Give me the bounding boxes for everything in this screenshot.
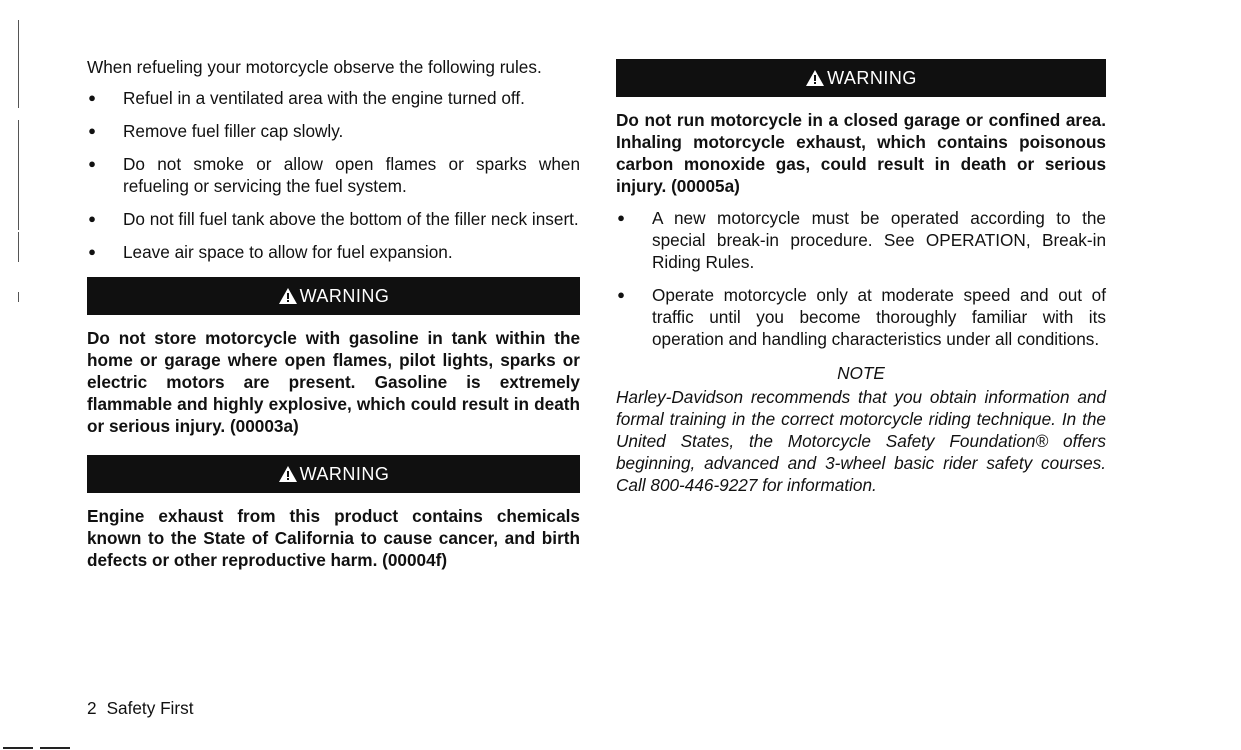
list-item: ● A new motorcycle must be operated according to the special break-in procedure. See OPERATION, Break-in Riding Rules. bbox=[617, 208, 1106, 272]
carbon-monoxide-warning: Do not run motorcycle in a closed garage or confined area. Inhaling motorcycle exhaust, which contains poisonous carbon monoxide gas, could result in death or serious injury. (00005a) bbox=[616, 110, 1106, 196]
list-item: ● Leave air space to allow for fuel expansion. bbox=[88, 242, 453, 262]
list-item: ● Refuel in a ventilated area with the engine turned off. bbox=[88, 88, 525, 108]
bullet-icon: ● bbox=[88, 156, 96, 171]
list-item: ● Do not smoke or allow open flames or sparks when refueling or servicing the fuel system. bbox=[88, 154, 580, 196]
bullet-icon: ● bbox=[88, 123, 96, 138]
right-column bbox=[616, 59, 1106, 496]
page-number: 2 bbox=[87, 698, 97, 718]
page-footer bbox=[87, 698, 193, 719]
list-item: ● Operate motorcycle only at moderate speed and out of traffic until you become thoroughly familiar with its operation and handling characteristics under all conditions. bbox=[617, 285, 1106, 349]
bullet-icon: ● bbox=[617, 210, 625, 225]
warning-triangle-icon bbox=[278, 287, 298, 305]
bullet-icon: ● bbox=[617, 287, 625, 302]
bullet-icon: ● bbox=[88, 211, 96, 226]
note-heading: NOTE bbox=[837, 363, 885, 383]
warning-label: WARNING bbox=[299, 464, 390, 484]
list-item: ● Remove fuel filler cap slowly. bbox=[88, 121, 344, 141]
refuel-intro: When refueling your motorcycle observe the following rules. bbox=[87, 57, 542, 77]
bullet-icon: ● bbox=[88, 90, 96, 105]
scan-footer-marks bbox=[0, 742, 100, 750]
section-title: Safety First bbox=[106, 698, 194, 718]
list-item: ● Do not fill fuel tank above the bottom of the filler neck insert. bbox=[88, 209, 579, 229]
warning-banner bbox=[616, 59, 1106, 97]
warning-banner bbox=[87, 455, 580, 493]
scan-margin-marks bbox=[0, 0, 20, 750]
note-text: Harley-Davidson recommends that you obtain information and formal training in the correct motorcycle riding technique. In the United States, the Motorcycle Safety Foundation® offers beginning, advanced and 3-wheel basic rider safety courses. Call 800-446-9227 for information. bbox=[616, 387, 1106, 495]
warning-triangle-icon bbox=[805, 69, 825, 87]
operation-rules-list bbox=[616, 207, 1106, 350]
warning-label: WARNING bbox=[299, 286, 390, 306]
warning-triangle-icon bbox=[278, 465, 298, 483]
warning-banner bbox=[87, 277, 580, 315]
left-column bbox=[87, 56, 580, 571]
refuel-rules-list bbox=[87, 87, 580, 263]
california-exhaust-warning: Engine exhaust from this product contains chemicals known to the State of California to cause cancer, and birth defects or other reproductive harm. (00004f) bbox=[87, 506, 580, 570]
gasoline-storage-warning: Do not store motorcycle with gasoline in tank within the home or garage where open flames, pilot lights, sparks or electric motors are present. Gasoline is extremely flammable and highly explosive, which could result in death or serious injury. (00003a) bbox=[87, 328, 580, 436]
warning-label: WARNING bbox=[827, 68, 917, 88]
bullet-icon: ● bbox=[88, 244, 96, 259]
